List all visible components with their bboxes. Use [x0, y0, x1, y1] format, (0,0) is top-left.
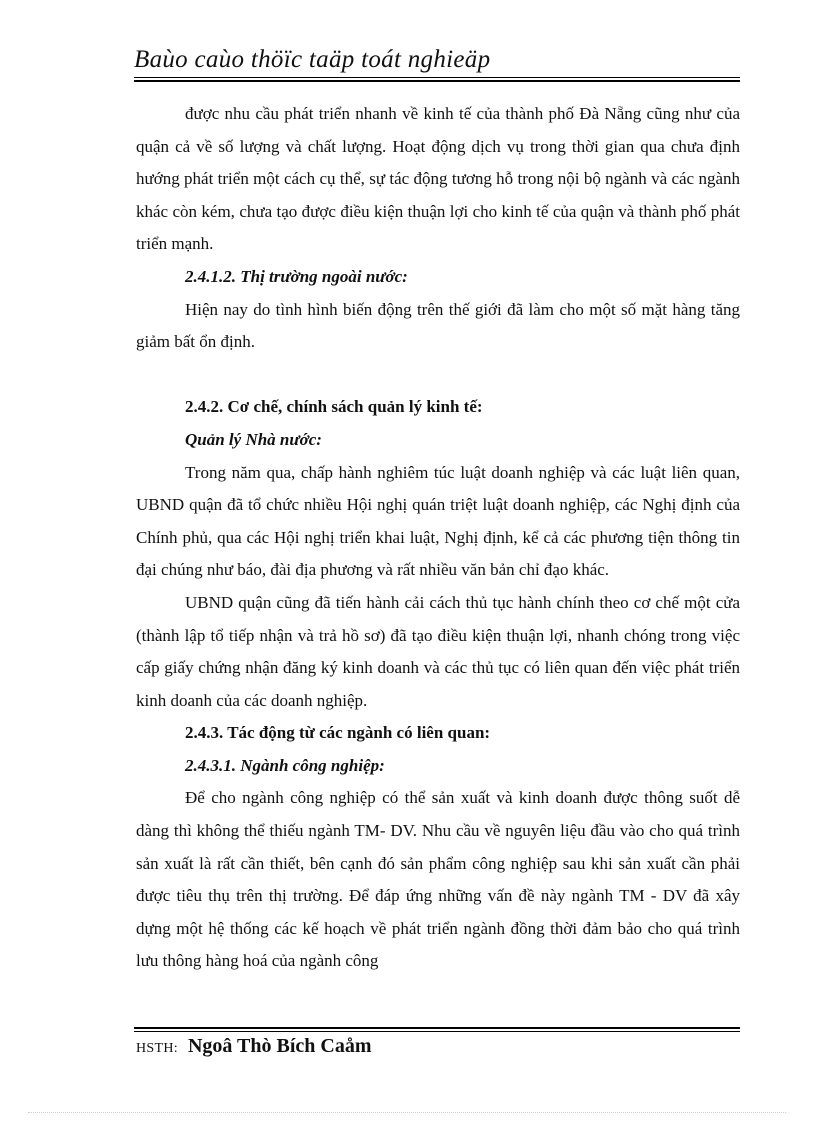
header-rule-top [134, 77, 740, 78]
footer-student-name: Ngoâ Thò Bích Caåm [187, 1035, 372, 1057]
report-header-title: Baùo caùo thöïc taäp toát nghieäp [134, 46, 491, 73]
heading-state-management: Quản lý Nhà nước: [185, 429, 322, 449]
footer [136, 1035, 372, 1058]
footer-label: HSTH: [136, 1041, 178, 1056]
heading-2-4-1-2: 2.4.1.2. Thị trường ngoài nước: [185, 266, 408, 286]
heading-2-4-3: 2.4.3. Tác động từ các ngành có liên quan: [185, 723, 491, 743]
heading-2-4-2: 2.4.2. Cơ chế, chính sách quản lý kinh tế: [185, 397, 483, 417]
page-edge-dotted-line [28, 1112, 786, 1113]
paragraph-foreign-market: Hiện nay do tình hình biến động trên thế giới đã làm cho một số mặt hàng tăng giảm bất ổn định. [136, 299, 740, 352]
footer-rule-top [134, 1027, 740, 1029]
paragraph-enterprise-law: Trong năm qua, chấp hành nghiêm túc luật doanh nghiệp và các luật liên quan, UBND quận đã tổ chức nhiều Hội nghị quán triệt luật doanh nghiệp, các Nghị định của Chính phủ, qua các Hội nghị triển khai luật, Nghị định, kể cả các phương tiện thông tin đại chúng như báo, đài địa phương và rất nhiều văn bản chỉ đạo khác. [136, 462, 740, 580]
header-rule-bottom [134, 80, 740, 82]
paragraph-service-demand: được nhu cầu phát triển nhanh về kinh tế của thành phố Đà Nẵng cũng như của quận cả về số lượng và chất lượng. Hoạt động dịch vụ trong thời gian qua chưa định hướng phát triển một cách cụ thể, sự tác động tương hỗ trong nội bộ ngành và các ngành khác còn kém, chưa tạo được điều kiện thuận lợi cho kinh tế của quận và thành phố phát triển mạnh. [136, 104, 740, 254]
footer-rule-bottom [134, 1031, 740, 1032]
paragraph-industry: Để cho ngành công nghiệp có thể sản xuất và kinh doanh được thông suốt dễ dàng thì không thể thiếu ngành TM- DV. Nhu cầu về nguyên liệu đầu vào cho quá trình sản xuất là rất cần thiết, bên cạnh đó sản phẩm công nghiệp sau khi sản xuất cần phải được tiêu thụ trên thị trường. Để đáp ứng những vấn đề này ngành TM - DV đã xây dựng một hệ thống các kế hoạch về phát triển ngành đồng thời đảm bảo cho quá trình lưu thông hàng hoá của ngành công [136, 788, 740, 971]
paragraph-admin-reform: UBND quận cũng đã tiến hành cải cách thủ tục hành chính theo cơ chế một cửa (thành lập tổ tiếp nhận và trả hồ sơ) đã tạo điều kiện thuận lợi, nhanh chóng trong việc cấp giấy chứng nhận đăng ký kinh doanh và các thủ tục có liên quan đến việc phát triển kinh doanh của các doanh nghiệp. [136, 592, 740, 710]
heading-2-4-3-1: 2.4.3.1. Ngành công nghiệp: [185, 755, 385, 775]
document-body [136, 98, 740, 978]
blank-line [136, 359, 740, 392]
